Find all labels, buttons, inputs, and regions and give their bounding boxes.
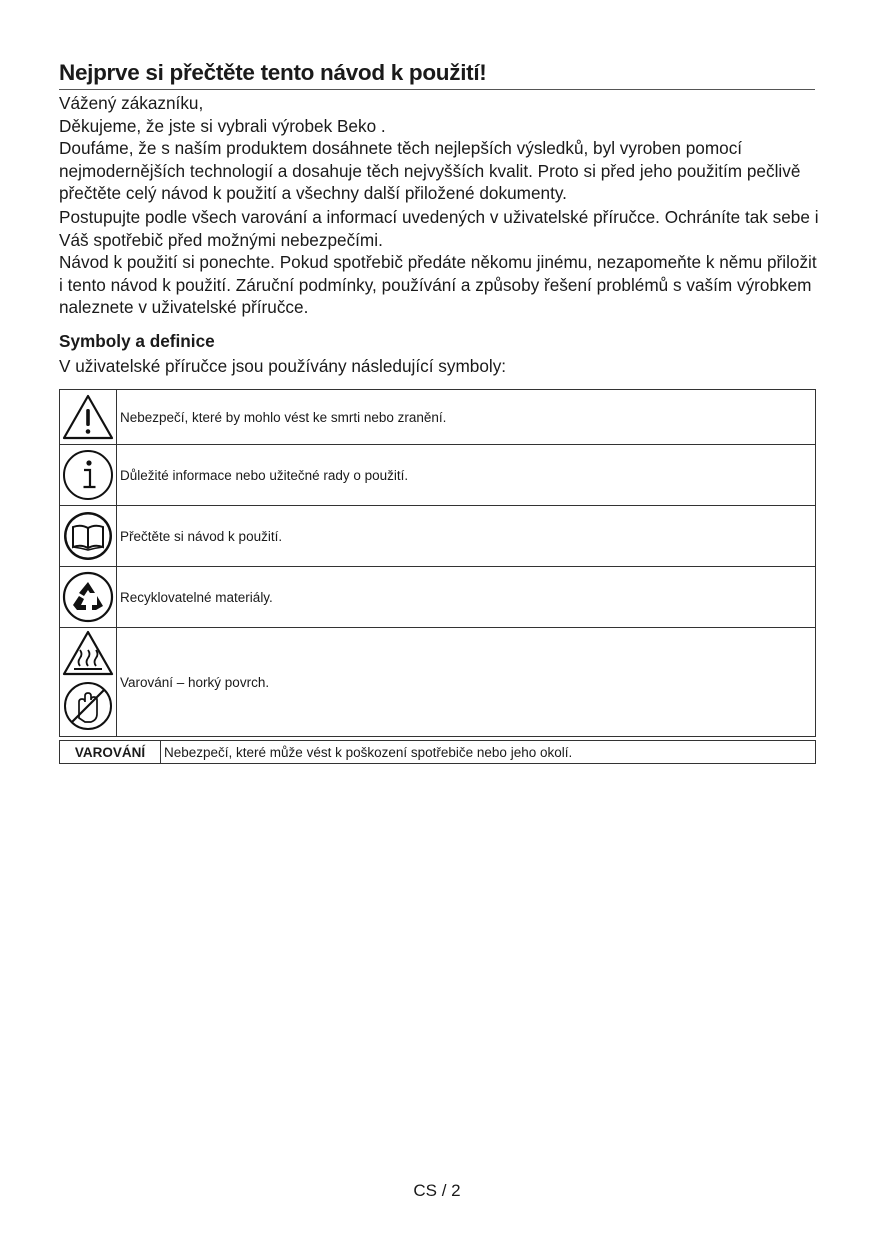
quality-paragraph: Doufáme, že s naším produktem dosáhnete těch nejlepších výsledků, byl vyroben pomocí nejmodernějších technologií a dosahuje těch nejvyšších kvalit. Proto si před jeho použitím pečlivě přečtěte celý návod k použití a všechny další přiložené dokumenty. [59,138,801,203]
manual-book-icon [62,510,114,562]
symbol-description: Důležité informace nebo užitečné rady o použití. [117,445,816,506]
keep-manual-paragraph: Návod k použití si ponechte. Pokud spotřebič předáte někomu jinému, nezapomeňte k němu přiložit i tento návod k použití. Záruční podmínky, používání a způsoby řešení problémů s vaším výrobkem naleznete v uživatelské příručce. [59,252,817,317]
warning-triangle-icon [62,393,114,441]
recycle-icon [62,571,114,623]
symbols-table [59,389,816,737]
symbol-description: Varování – horký povrch. [117,628,816,737]
table-row [60,506,816,567]
warnings-paragraph: Postupujte podle všech varování a informací uvedených v uživatelské příručce. Ochráníte tak sebe i Váš spotřebič před možnými nebezpečími. [59,207,819,250]
warning-table [59,740,816,764]
table-row [60,445,816,506]
table-row [60,567,816,628]
warning-description: Nebezpečí, které může vést k poškození spotřebiče nebo jeho okolí. [161,741,816,764]
section-intro: V uživatelské příručce jsou používány následující symboly: [59,356,507,376]
table-row [60,390,816,445]
section-heading: Symboly a definice [59,331,215,351]
thanks-paragraph: Děkujeme, že jste si vybrali výrobek Beko . [59,115,386,136]
table-row [60,628,816,737]
warning-label: VAROVÁNÍ [60,741,161,764]
symbol-description: Přečtěte si návod k použití. [117,506,816,567]
greeting: Vážený zákazníku, [59,93,204,113]
info-icon [62,449,114,501]
intro-text [59,92,819,319]
page-title: Nejprve si přečtěte tento návod k použití! [59,58,815,90]
symbol-description: Recyklovatelné materiály. [117,567,816,628]
hot-surface-icon [61,630,115,734]
page-number: CS / 2 [413,1181,461,1200]
symbol-description: Nebezpečí, které by mohlo vést ke smrti nebo zranění. [117,390,816,445]
table-row [60,741,816,764]
